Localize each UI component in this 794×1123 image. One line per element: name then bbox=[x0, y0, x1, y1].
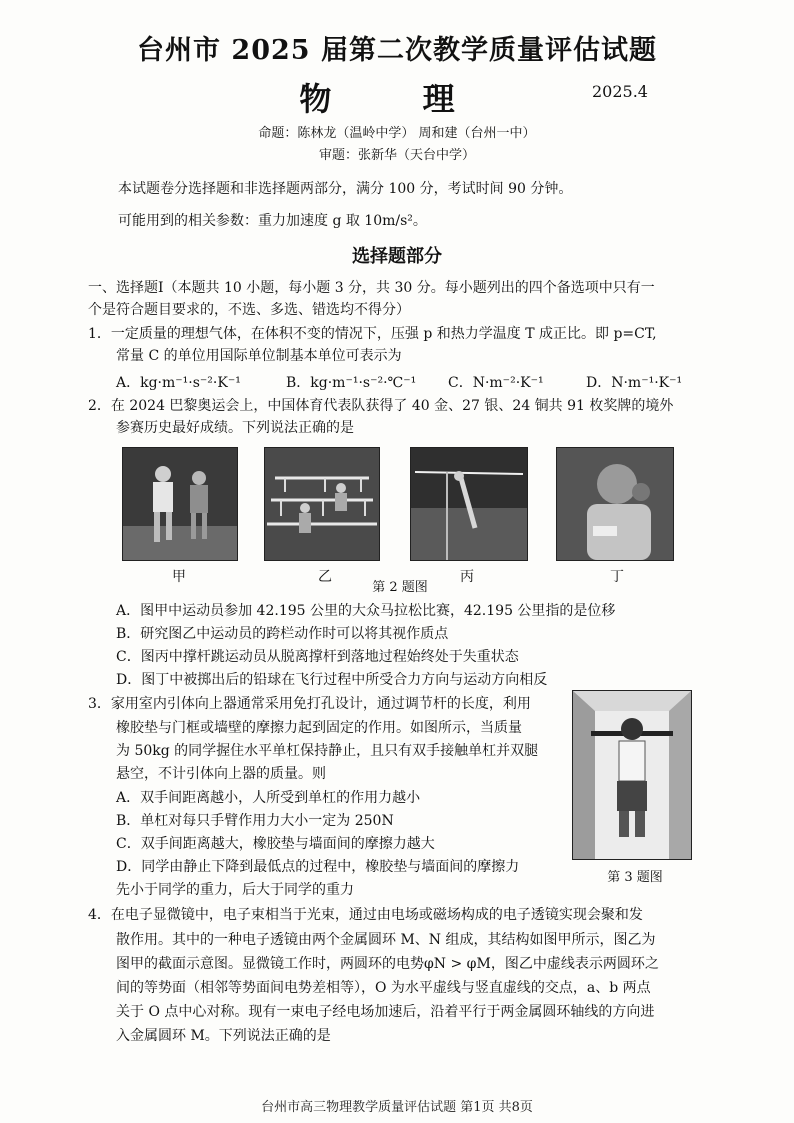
q1-option-b: B．kg·m⁻¹·s⁻²·℃⁻¹ bbox=[286, 375, 417, 391]
q2-line-2: 参赛历史最好成绩。下列说法正确的是 bbox=[116, 420, 354, 436]
figure-label-jia: 甲 bbox=[172, 569, 186, 585]
q4-line-4: 间的等势面（相邻等势面间电势差相等），O 为水平虚线与竖直虚线的交点，a、b 两点 bbox=[116, 980, 651, 996]
shot-put-photo bbox=[556, 447, 674, 561]
q1-option-c: C．N·m⁻²·K⁻¹ bbox=[448, 375, 544, 391]
pull-up-photo-art bbox=[573, 691, 691, 859]
q1-option-a: A．kg·m⁻¹·s⁻²·K⁻¹ bbox=[116, 375, 241, 391]
hurdles-photo bbox=[264, 447, 380, 561]
q4-line-1: 4．在电子显微镜中，电子束相当于光束，通过由电场或磁场构成的电子透镜实现会聚和发 bbox=[88, 907, 643, 923]
exam-title: 台州市 2025 届第二次教学质量评估试题 bbox=[137, 35, 657, 66]
exam-date: 2025.4 bbox=[592, 82, 648, 101]
figure-label-bing: 丙 bbox=[460, 569, 474, 585]
q1-options bbox=[116, 372, 716, 392]
q1-option-d: D．N·m⁻¹·K⁻¹ bbox=[586, 375, 683, 391]
q4-line-2: 散作用。其中的一种电子透镜由两个金属圆环 M、N 组成，其结构如图甲所示，图乙为 bbox=[116, 932, 656, 948]
q2-option-c: C．图丙中撑杆跳运动员从脱离撑杆到落地过程始终处于失重状态 bbox=[116, 649, 519, 665]
reviewer-line: 审题：张新华（天台中学） bbox=[318, 148, 475, 163]
pole-vault-photo bbox=[410, 447, 528, 561]
q3-option-b: B．单杠对每只手臂作用力大小一定为 250N bbox=[116, 813, 394, 829]
authors-line: 命题：陈林龙（温岭中学） 周和建（台州一中） bbox=[258, 126, 536, 141]
subject-title: 物 理 bbox=[299, 80, 495, 118]
q1-line-2: 常量 C 的单位用国际单位制基本单位可表示为 bbox=[116, 348, 402, 364]
q2-option-d: D．图丁中被掷出后的铅球在飞行过程中所受合力方向与运动方向相反 bbox=[116, 672, 548, 688]
q3-figure-caption: 第 3 题图 bbox=[607, 870, 663, 885]
q2-line-1: 2．在 2024 巴黎奥运会上，中国体育代表队获得了 40 金、27 银、24 铜共 91 枚奖牌的境外 bbox=[88, 398, 674, 414]
figure-label-yi: 乙 bbox=[318, 569, 332, 585]
intro-line-1: 本试题卷分选择题和非选择题两部分，满分 100 分，考试时间 90 分钟。 bbox=[118, 181, 573, 197]
q3-option-c: C．双手间距离越大，橡胶垫与墙面间的摩擦力越大 bbox=[116, 836, 435, 852]
pole-vault-photo-art bbox=[411, 448, 527, 560]
q3-line-1: 3．家用室内引体向上器通常采用免打孔设计，通过调节杆的长度，利用 bbox=[88, 696, 531, 712]
marathon-photo-art bbox=[123, 448, 237, 560]
q2-option-b: B．研究图乙中运动员的跨栏动作时可以将其视作质点 bbox=[116, 626, 449, 642]
q1-line-1: 1．一定质量的理想气体，在体积不变的情况下，压强 p 和热力学温度 T 成正比。即 p=CT, bbox=[88, 326, 657, 342]
part1-line-1: 一、选择题Ⅰ（本题共 10 小题，每小题 3 分，共 30 分。每小题列出的四个备选项中只有一 bbox=[88, 280, 655, 296]
marathon-photo bbox=[122, 447, 238, 561]
hurdles-photo-art bbox=[265, 448, 379, 560]
q3-line-2: 橡胶垫与门框或墙壁的摩擦力起到固定的作用。如图所示，当质量 bbox=[116, 720, 522, 736]
intro-line-2: 可能用到的相关参数：重力加速度 g 取 10m/s²。 bbox=[118, 213, 427, 229]
q3-line-3: 为 50kg 的同学握住水平单杠保持静止，且只有双手接触单杠并双腿 bbox=[116, 743, 539, 759]
q3-option-d-cont: 先小于同学的重力，后大于同学的重力 bbox=[116, 882, 354, 898]
figure-label-ding: 丁 bbox=[610, 569, 624, 585]
page-footer: 台州市高三物理教学质量评估试题 第1页 共8页 bbox=[261, 1100, 533, 1115]
section-title: 选择题部分 bbox=[352, 246, 442, 267]
q2-option-a: A．图甲中运动员参加 42.195 公里的大众马拉松比赛，42.195 公里指的是位移 bbox=[116, 603, 616, 619]
q4-line-5: 关于 O 点中心对称。现有一束电子经电场加速后，沿着平行于两金属圆环轴线的方向进 bbox=[116, 1004, 655, 1020]
part1-line-2: 个是符合题目要求的，不选、多选、错选均不得分） bbox=[88, 302, 410, 318]
shot-put-photo-art bbox=[557, 448, 673, 560]
q4-line-6: 入金属圆环 M。下列说法正确的是 bbox=[116, 1028, 331, 1044]
pull-up-photo bbox=[572, 690, 692, 860]
q4-line-3: 图甲的截面示意图。显微镜工作时，两圆环的电势φN > φM，图乙中虚线表示两圆环之 bbox=[116, 956, 659, 972]
q3-option-a: A．双手间距离越小，人所受到单杠的作用力越小 bbox=[116, 790, 421, 806]
q3-option-d: D．同学由静止下降到最低点的过程中，橡胶垫与墙面间的摩擦力 bbox=[116, 859, 520, 875]
q3-line-4: 悬空，不计引体向上器的质量。则 bbox=[116, 766, 326, 782]
q2-figure-caption: 第 2 题图 bbox=[372, 580, 428, 595]
